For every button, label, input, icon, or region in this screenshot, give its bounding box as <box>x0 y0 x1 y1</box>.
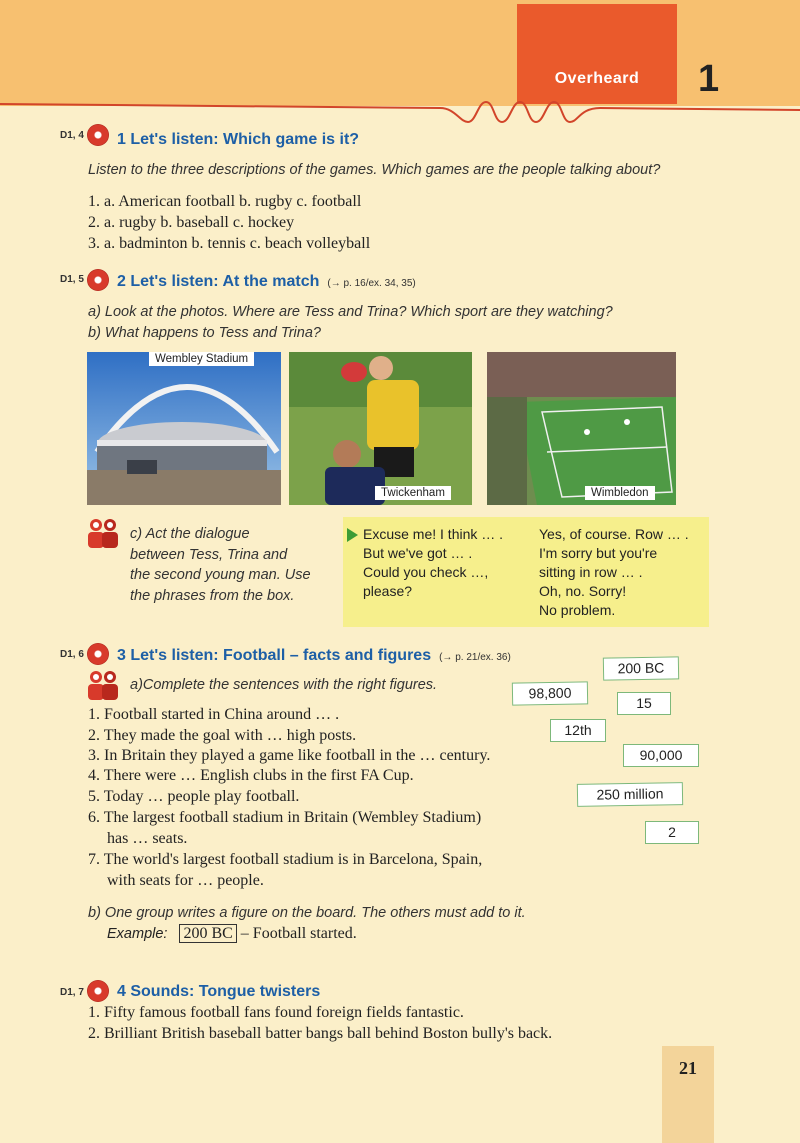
wembley-illustration <box>87 352 281 505</box>
exercise-2-b: b) What happens to Tess and Trina? <box>88 325 321 341</box>
page-reference: (→ p. 21/ex. 36) <box>439 652 511 663</box>
page-reference: (→ p. 16/ex. 34, 35) <box>327 278 416 289</box>
figure-card: 98,800 <box>512 681 588 705</box>
cd-icon[interactable] <box>87 124 109 146</box>
photo-twickenham <box>289 352 472 505</box>
photo-label: Wimbledon <box>585 486 655 500</box>
figure-card: 250 million <box>577 782 683 807</box>
page-number: 21 <box>679 1058 697 1078</box>
exercise-3-title-text: 3 Let's listen: Football – facts and figures <box>117 647 432 664</box>
list-item: 2. Brilliant British baseball batter bangs ball behind Boston bully's back. <box>88 1025 553 1042</box>
track-label: D1, 5 <box>60 274 84 285</box>
photo-label: Wembley Stadium <box>149 352 254 366</box>
list-item: 6. The largest football stadium in Britain (Wembley Stadium) <box>88 809 482 826</box>
phrase: But we've got … . <box>363 545 473 561</box>
twickenham-illustration <box>289 352 472 505</box>
exercise-1-instruction: Listen to the three descriptions of the games. Which games are the people talking about? <box>88 162 661 178</box>
photo-wembley <box>87 352 281 505</box>
list-item: 2. a. rugby b. baseball c. hockey <box>88 214 295 231</box>
list-item-continuation: has … seats. <box>107 830 188 847</box>
list-item: 3. In Britain they played a game like football in the … century. <box>88 747 491 764</box>
exercise-2-c-line: c) Act the dialogue <box>130 526 250 542</box>
phrase: No problem. <box>539 602 616 618</box>
figure-card: 12th <box>550 719 606 742</box>
list-item: 1. Football started in China around … . <box>88 706 340 723</box>
example-label: Example: <box>107 926 168 942</box>
list-item: 4. There were … English clubs in the first FA Cup. <box>88 767 414 784</box>
squiggle-divider <box>0 92 800 132</box>
wimbledon-illustration <box>487 352 676 505</box>
exercise-2-c-line: the phrases from the box. <box>130 587 295 604</box>
section-tab <box>517 4 677 104</box>
cd-icon[interactable] <box>87 643 109 665</box>
exercise-2-a: a) Look at the photos. Where are Tess and Trina? Which sport are they watching? <box>88 304 613 320</box>
track-label: D1, 7 <box>60 987 84 998</box>
figure-card: 15 <box>617 692 671 715</box>
photo-wimbledon <box>487 352 676 505</box>
pair-work-icon <box>85 517 121 551</box>
phrases-right <box>539 525 689 620</box>
list-item: 1. a. American football b. rugby c. football <box>88 193 362 210</box>
phrase: please? <box>363 583 413 599</box>
list-item-continuation: with seats for … people. <box>107 872 264 889</box>
header-band <box>0 0 800 106</box>
section-title: Overheard <box>554 70 640 87</box>
exercise-3-b: b) One group writes a figure on the board. The others must add to it. <box>88 905 526 921</box>
example-figure-box: 200 BC <box>179 924 236 943</box>
exercise-1-title: 1 Let's listen: Which game is it? <box>117 131 360 148</box>
exercise-3-example <box>107 925 357 943</box>
phrase-box <box>343 517 709 627</box>
page-number-tab <box>662 1046 714 1143</box>
cd-icon[interactable] <box>87 269 109 291</box>
phrases-left <box>363 525 503 601</box>
play-arrow-icon <box>347 528 358 542</box>
figure-card: 200 BC <box>603 656 679 680</box>
exercise-4-title: 4 Sounds: Tongue twisters <box>117 983 321 1000</box>
figure-card: 2 <box>645 821 699 844</box>
phrase: Excuse me! I think … . <box>363 526 504 542</box>
exercise-2-title-text: 2 Let's listen: At the match <box>117 273 320 290</box>
track-label: D1, 6 <box>60 649 84 660</box>
list-item: 5. Today … people play football. <box>88 788 300 805</box>
list-item: 3. a. badminton b. tennis c. beach volleyball <box>88 235 371 252</box>
list-item: 1. Fifty famous football fans found foreign fields fantastic. <box>88 1004 464 1021</box>
list-item: 7. The world's largest football stadium is in Barcelona, Spain, <box>88 851 483 868</box>
exercise-2-c <box>130 524 311 606</box>
phrase: Oh, no. Sorry! <box>539 583 627 599</box>
photo-label: Twickenham <box>375 486 451 500</box>
cd-icon[interactable] <box>87 980 109 1002</box>
unit-number: 1 <box>698 58 720 100</box>
pair-work-icon <box>85 669 121 703</box>
figure-card: 90,000 <box>623 744 699 767</box>
phrase: Could you check …, <box>363 564 489 580</box>
exercise-3-a: a)Complete the sentences with the right figures. <box>130 677 438 693</box>
phrase: I'm sorry but you're <box>539 545 658 561</box>
example-text: – Football started. <box>240 925 357 942</box>
list-item: 2. They made the goal with … high posts. <box>88 727 357 744</box>
exercise-3-title <box>117 647 511 665</box>
phrase: Yes, of course. Row … . <box>539 526 689 542</box>
exercise-2-c-line: between Tess, Trina and <box>130 546 288 563</box>
exercise-2-c-line: the second young man. Use <box>130 567 311 583</box>
phrase: sitting in row … . <box>539 564 643 580</box>
track-label: D1, 4 <box>60 130 84 141</box>
exercise-2-title <box>117 273 416 291</box>
